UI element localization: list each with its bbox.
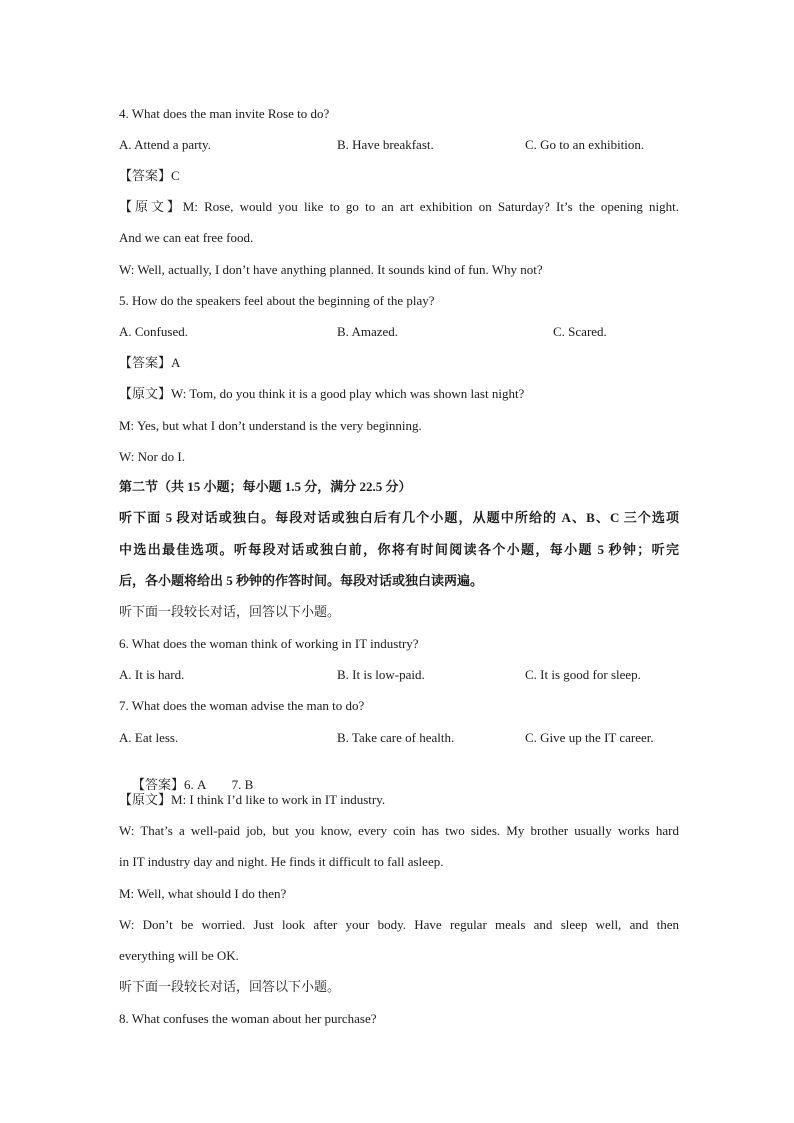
section-instructions-line-1: 听下面 5 段对话或独白。每段对话或独白后有几个小题，从题中所给的 A、B、C 三个选项 [119, 510, 679, 525]
answer-5 [119, 355, 679, 371]
option-a: A. Eat less. [119, 730, 179, 745]
question-4: 4. What does the man invite Rose to do? [119, 106, 330, 121]
question-7: 7. What does the woman advise the man to do? [119, 698, 365, 713]
section-instructions-line-2: 中选出最佳选项。听每段对话或独白前，你将有时间阅读各个小题，每小题 5 秒钟；听完 [119, 542, 679, 557]
transcript-6-7-line-2: W: That’s a well-paid job, but you know, every coin has two sides. My brother usually works hard [119, 823, 679, 838]
question-5: 5. How do the speakers feel about the beginning of the play? [119, 293, 435, 308]
answer-value: 6. A 7. B [184, 777, 254, 792]
transcript-5-line-1 [119, 386, 679, 402]
option-c: C. Go to an exhibition. [525, 137, 645, 152]
option-b: B. Have breakfast. [337, 137, 434, 152]
question-8: 8. What confuses the woman about her purchase? [119, 1011, 377, 1026]
answer-tag: 【答案】 [119, 355, 172, 370]
transcript-tag: 【原文】 [119, 792, 172, 807]
transcript-tag: 【原文】 [119, 199, 183, 214]
section-heading: 第二节（共 15 小题；每小题 1.5 分，满分 22.5 分） [119, 479, 412, 494]
answer-tag: 【答案】 [132, 777, 185, 792]
transcript-6-7-line-3: in IT industry day and night. He finds it difficult to fall asleep. [119, 854, 444, 869]
option-a: A. Attend a party. [119, 137, 211, 152]
option-a: A. It is hard. [119, 667, 185, 682]
group-intro: 听下面一段较长对话，回答以下小题。 [119, 604, 341, 619]
option-c: C. It is good for sleep. [525, 667, 641, 682]
answer-4 [119, 168, 679, 184]
option-c: C. Give up the IT career. [525, 730, 654, 745]
transcript-tag: 【原文】 [119, 386, 172, 401]
transcript-6-7-line-5: W: Don’t be worried. Just look after your body. Have regular meals and sleep well, and then [119, 917, 679, 932]
answer-value: C [171, 168, 180, 183]
option-b: B. Amazed. [337, 324, 399, 339]
question-6: 6. What does the woman think of working in IT industry? [119, 636, 419, 651]
group-intro: 听下面一段较长对话，回答以下小题。 [119, 979, 341, 994]
transcript-5-line-3: W: Nor do I. [119, 449, 185, 464]
option-b: B. Take care of health. [337, 730, 455, 745]
transcript-text: M: Rose, would you like to go to an art exhibition on Saturday? It’s the opening night. [182, 199, 679, 214]
option-c: C. Scared. [553, 324, 607, 339]
transcript-text: M: I think I’d like to work in IT industry. [171, 792, 386, 807]
answer-value: A [171, 355, 181, 370]
option-a: A. Confused. [119, 324, 188, 339]
transcript-4-line-1 [119, 199, 679, 215]
transcript-text: W: Tom, do you think it is a good play which was shown last night? [171, 386, 525, 401]
transcript-6-7-line-1 [119, 792, 679, 808]
answer-tag: 【答案】 [119, 168, 172, 183]
section-instructions-line-3: 后，各小题将给出 5 秒钟的作答时间。每段对话或独白读两遍。 [119, 573, 484, 588]
transcript-4-line-3: W: Well, actually, I don’t have anything planned. It sounds kind of fun. Why not? [119, 262, 543, 277]
option-b: B. It is low-paid. [337, 667, 425, 682]
transcript-6-7-line-4: M: Well, what should I do then? [119, 886, 287, 901]
transcript-4-line-2: And we can eat free food. [119, 230, 254, 245]
transcript-5-line-2: M: Yes, but what I don’t understand is the very beginning. [119, 418, 422, 433]
transcript-6-7-line-6: everything will be OK. [119, 948, 239, 963]
